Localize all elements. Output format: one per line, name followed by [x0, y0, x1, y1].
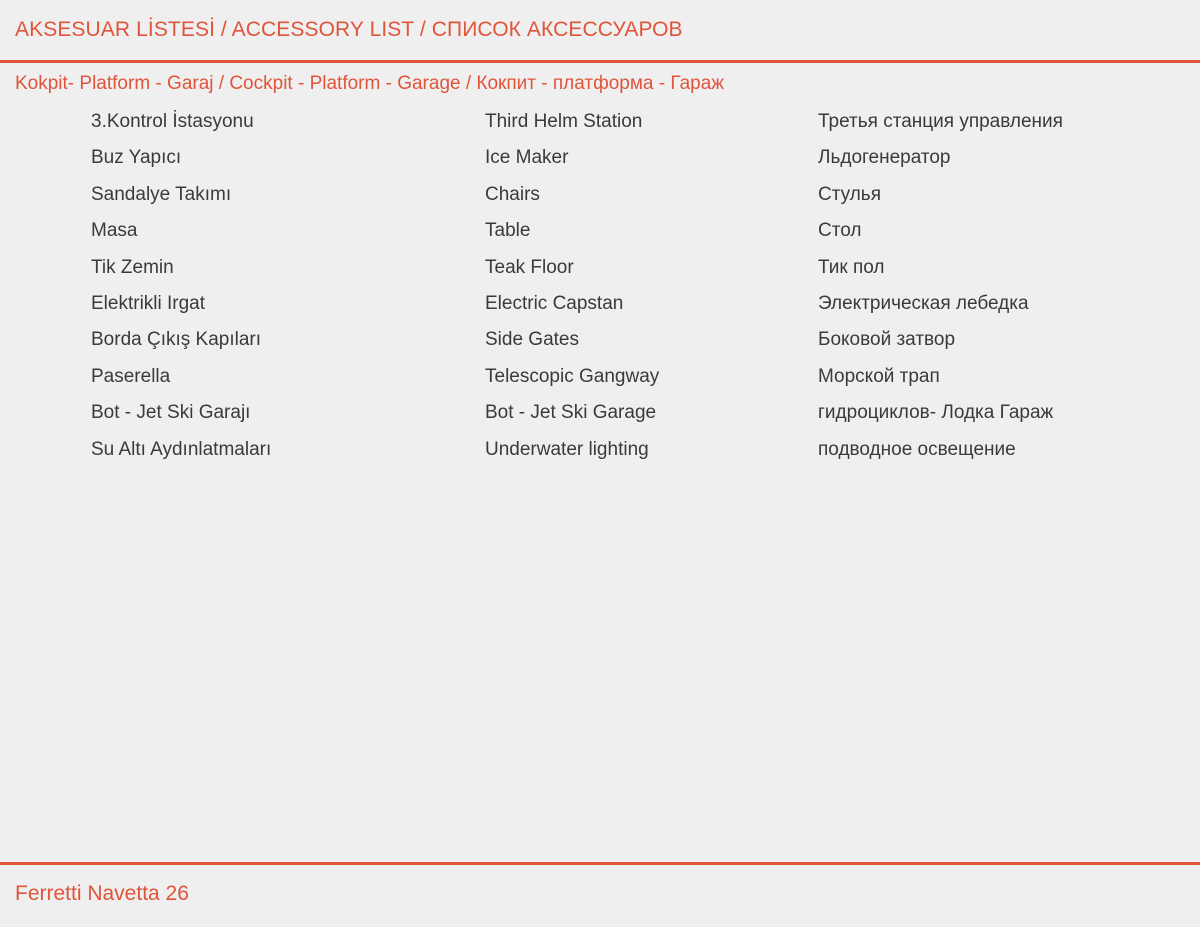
- item-english: Ice Maker: [485, 147, 569, 169]
- item-russian: Тик пол: [818, 256, 885, 278]
- list-item: [0, 292, 1200, 328]
- list-item: [0, 110, 1200, 146]
- list-item: [0, 146, 1200, 182]
- item-turkish: Sandalye Takımı: [91, 183, 232, 205]
- item-turkish: Masa: [91, 220, 138, 242]
- item-turkish: Su Altı Aydınlatmaları: [91, 438, 272, 460]
- item-english: Electric Capstan: [485, 292, 624, 314]
- item-english: Side Gates: [485, 329, 579, 351]
- item-english: Underwater lighting: [485, 438, 649, 460]
- list-item: [0, 401, 1200, 437]
- list-item: [0, 183, 1200, 219]
- item-english: Chairs: [485, 183, 540, 205]
- item-turkish: 3.Kontrol İstasyonu: [91, 111, 254, 132]
- item-turkish: Paserella: [91, 365, 171, 387]
- item-turkish: Borda Çıkış Kapıları: [91, 329, 262, 351]
- item-english: Teak Floor: [485, 256, 574, 278]
- list-item: [0, 328, 1200, 364]
- item-turkish: Elektrikli Irgat: [91, 292, 206, 314]
- item-turkish: Tik Zemin: [91, 256, 174, 278]
- header-divider: [0, 60, 1200, 63]
- item-russian: Морской трап: [818, 365, 940, 387]
- item-russian: Льдогенератор: [818, 147, 951, 169]
- list-item: [0, 438, 1200, 474]
- footer-title: Ferretti Navetta 26: [15, 882, 189, 905]
- item-english: Table: [485, 220, 531, 242]
- item-russian: Третья станция управления: [818, 111, 1063, 132]
- item-russian: гидроциклов- Лодка Гараж: [818, 402, 1054, 424]
- item-russian: подводное освещение: [818, 438, 1016, 460]
- item-turkish: Bot - Jet Ski Garajı: [91, 402, 251, 424]
- item-russian: Боковой затвор: [818, 329, 956, 351]
- list-item: [0, 256, 1200, 292]
- item-russian: Стулья: [818, 183, 881, 205]
- list-item: [0, 219, 1200, 255]
- item-english: Telescopic Gangway: [485, 365, 660, 387]
- accessory-list: [0, 110, 1200, 474]
- page-title: AKSESUAR LİSTESİ / ACCESSORY LIST / СПИСОК АКСЕССУАРОВ: [15, 18, 683, 41]
- item-turkish: Buz Yapıcı: [91, 147, 182, 169]
- item-english: Bot - Jet Ski Garage: [485, 402, 657, 424]
- footer-divider: [0, 862, 1200, 865]
- item-russian: Электрическая лебедка: [818, 292, 1029, 314]
- item-english: Third Helm Station: [485, 111, 643, 132]
- section-title: Kokpit- Platform - Garaj / Cockpit - Platform - Garage / Кокпит - платформа - Гараж: [15, 73, 724, 94]
- list-item: [0, 365, 1200, 401]
- item-russian: Стол: [818, 220, 862, 242]
